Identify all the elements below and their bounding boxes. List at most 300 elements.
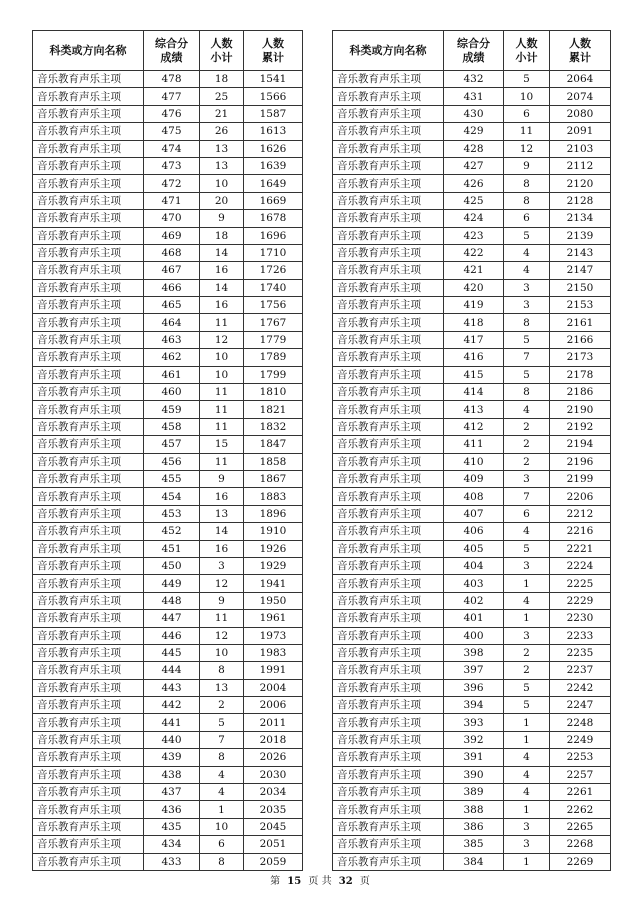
count-cell: 1 bbox=[504, 610, 550, 627]
count-cell: 1 bbox=[504, 801, 550, 818]
count-cell: 8 bbox=[200, 853, 244, 870]
count-cell: 11 bbox=[200, 418, 244, 435]
cumulative-cell: 2112 bbox=[550, 157, 611, 174]
category-cell: 音乐教育声乐主项 bbox=[33, 540, 144, 557]
category-cell: 音乐教育声乐主项 bbox=[33, 88, 144, 105]
score-cell: 417 bbox=[444, 331, 504, 348]
cumulative-cell: 1613 bbox=[244, 123, 303, 140]
table-row bbox=[333, 784, 611, 801]
category-cell: 音乐教育声乐主项 bbox=[33, 766, 144, 783]
cumulative-cell: 1926 bbox=[244, 540, 303, 557]
score-cell: 416 bbox=[444, 349, 504, 366]
cumulative-cell: 2103 bbox=[550, 140, 611, 157]
score-tables bbox=[32, 30, 612, 868]
category-cell: 音乐教育声乐主项 bbox=[333, 436, 444, 453]
cumulative-cell: 2161 bbox=[550, 314, 611, 331]
table-row bbox=[33, 679, 303, 696]
count-cell: 10 bbox=[200, 644, 244, 661]
count-cell: 25 bbox=[200, 88, 244, 105]
cumulative-cell: 1896 bbox=[244, 505, 303, 522]
score-cell: 427 bbox=[444, 157, 504, 174]
table-row bbox=[333, 105, 611, 122]
table-row bbox=[333, 766, 611, 783]
category-cell: 音乐教育声乐主项 bbox=[333, 662, 444, 679]
score-cell: 447 bbox=[144, 610, 200, 627]
category-cell: 音乐教育声乐主项 bbox=[333, 175, 444, 192]
table-row bbox=[333, 488, 611, 505]
category-cell: 音乐教育声乐主项 bbox=[333, 157, 444, 174]
table-row bbox=[333, 801, 611, 818]
category-cell: 音乐教育声乐主项 bbox=[333, 105, 444, 122]
category-cell: 音乐教育声乐主项 bbox=[33, 644, 144, 661]
score-cell: 406 bbox=[444, 523, 504, 540]
table-row bbox=[33, 105, 303, 122]
table-row bbox=[333, 384, 611, 401]
score-cell: 396 bbox=[444, 679, 504, 696]
count-cell: 26 bbox=[200, 123, 244, 140]
count-cell: 10 bbox=[200, 175, 244, 192]
score-cell: 432 bbox=[444, 71, 504, 88]
table-row bbox=[33, 557, 303, 574]
category-cell: 音乐教育声乐主项 bbox=[33, 853, 144, 870]
category-cell: 音乐教育声乐主项 bbox=[333, 88, 444, 105]
table-row bbox=[333, 470, 611, 487]
cumulative-cell: 2269 bbox=[550, 853, 611, 870]
table-row bbox=[333, 714, 611, 731]
count-cell: 10 bbox=[200, 818, 244, 835]
category-cell: 音乐教育声乐主项 bbox=[333, 244, 444, 261]
score-cell: 404 bbox=[444, 557, 504, 574]
cumulative-cell: 2237 bbox=[550, 662, 611, 679]
category-cell: 音乐教育声乐主项 bbox=[33, 714, 144, 731]
table-row bbox=[33, 244, 303, 261]
table-row bbox=[333, 314, 611, 331]
table-row bbox=[33, 731, 303, 748]
count-cell: 5 bbox=[504, 679, 550, 696]
table-row bbox=[33, 662, 303, 679]
table-row bbox=[333, 505, 611, 522]
score-cell: 421 bbox=[444, 262, 504, 279]
count-cell: 21 bbox=[200, 105, 244, 122]
cumulative-cell: 1983 bbox=[244, 644, 303, 661]
count-cell: 18 bbox=[200, 227, 244, 244]
category-cell: 音乐教育声乐主项 bbox=[33, 157, 144, 174]
table-row bbox=[333, 192, 611, 209]
cumulative-cell: 2248 bbox=[550, 714, 611, 731]
count-cell: 1 bbox=[200, 801, 244, 818]
header-name: 科类或方向名称 bbox=[333, 31, 444, 71]
table-row bbox=[33, 401, 303, 418]
table-row bbox=[333, 731, 611, 748]
count-cell: 12 bbox=[504, 140, 550, 157]
table-row bbox=[33, 818, 303, 835]
cumulative-cell: 2235 bbox=[550, 644, 611, 661]
header-count: 人数 小计 bbox=[504, 31, 550, 71]
table-row bbox=[33, 592, 303, 609]
score-cell: 411 bbox=[444, 436, 504, 453]
table-row bbox=[33, 192, 303, 209]
count-cell: 4 bbox=[200, 766, 244, 783]
count-cell: 4 bbox=[504, 766, 550, 783]
category-cell: 音乐教育声乐主项 bbox=[333, 714, 444, 731]
table-row bbox=[333, 662, 611, 679]
score-cell: 448 bbox=[144, 592, 200, 609]
count-cell: 6 bbox=[200, 836, 244, 853]
count-cell: 1 bbox=[504, 575, 550, 592]
table-row bbox=[333, 523, 611, 540]
score-cell: 468 bbox=[144, 244, 200, 261]
count-cell: 5 bbox=[200, 714, 244, 731]
count-cell: 12 bbox=[200, 331, 244, 348]
cumulative-cell: 2268 bbox=[550, 836, 611, 853]
score-cell: 418 bbox=[444, 314, 504, 331]
cumulative-cell: 1726 bbox=[244, 262, 303, 279]
count-cell: 3 bbox=[504, 297, 550, 314]
score-cell: 405 bbox=[444, 540, 504, 557]
cumulative-cell: 2120 bbox=[550, 175, 611, 192]
category-cell: 音乐教育声乐主项 bbox=[333, 453, 444, 470]
category-cell: 音乐教育声乐主项 bbox=[333, 627, 444, 644]
cumulative-cell: 1740 bbox=[244, 279, 303, 296]
score-cell: 408 bbox=[444, 488, 504, 505]
score-cell: 415 bbox=[444, 366, 504, 383]
table-row bbox=[33, 175, 303, 192]
score-cell: 434 bbox=[144, 836, 200, 853]
footer-mid: 页 共 bbox=[308, 876, 332, 887]
score-cell: 458 bbox=[144, 418, 200, 435]
count-cell: 12 bbox=[200, 627, 244, 644]
count-cell: 2 bbox=[504, 436, 550, 453]
score-cell: 465 bbox=[144, 297, 200, 314]
table-row bbox=[333, 436, 611, 453]
header-name: 科类或方向名称 bbox=[33, 31, 144, 71]
table-row bbox=[333, 331, 611, 348]
count-cell: 9 bbox=[200, 210, 244, 227]
count-cell: 8 bbox=[504, 192, 550, 209]
table-row bbox=[33, 123, 303, 140]
table-row bbox=[333, 123, 611, 140]
count-cell: 2 bbox=[200, 697, 244, 714]
header-cumulative: 人数 累计 bbox=[244, 31, 303, 71]
score-cell: 462 bbox=[144, 349, 200, 366]
category-cell: 音乐教育声乐主项 bbox=[333, 523, 444, 540]
count-cell: 9 bbox=[200, 592, 244, 609]
score-cell: 435 bbox=[144, 818, 200, 835]
category-cell: 音乐教育声乐主项 bbox=[33, 436, 144, 453]
cumulative-cell: 2192 bbox=[550, 418, 611, 435]
table-row bbox=[33, 210, 303, 227]
header-row bbox=[333, 31, 611, 71]
category-cell: 音乐教育声乐主项 bbox=[333, 749, 444, 766]
score-cell: 455 bbox=[144, 470, 200, 487]
table-row bbox=[33, 453, 303, 470]
table-row bbox=[33, 784, 303, 801]
table-row bbox=[333, 540, 611, 557]
count-cell: 4 bbox=[504, 262, 550, 279]
cumulative-cell: 2064 bbox=[550, 71, 611, 88]
count-cell: 14 bbox=[200, 523, 244, 540]
count-cell: 6 bbox=[504, 505, 550, 522]
table-row bbox=[33, 140, 303, 157]
count-cell: 1 bbox=[504, 853, 550, 870]
category-cell: 音乐教育声乐主项 bbox=[33, 488, 144, 505]
score-cell: 386 bbox=[444, 818, 504, 835]
count-cell: 2 bbox=[504, 662, 550, 679]
score-cell: 412 bbox=[444, 418, 504, 435]
table-row bbox=[33, 766, 303, 783]
score-cell: 425 bbox=[444, 192, 504, 209]
score-cell: 444 bbox=[144, 662, 200, 679]
cumulative-cell: 1810 bbox=[244, 384, 303, 401]
score-cell: 450 bbox=[144, 557, 200, 574]
cumulative-cell: 2196 bbox=[550, 453, 611, 470]
cumulative-cell: 2045 bbox=[244, 818, 303, 835]
category-cell: 音乐教育声乐主项 bbox=[33, 140, 144, 157]
cumulative-cell: 1929 bbox=[244, 557, 303, 574]
count-cell: 4 bbox=[504, 244, 550, 261]
score-cell: 478 bbox=[144, 71, 200, 88]
count-cell: 15 bbox=[200, 436, 244, 453]
cumulative-cell: 2128 bbox=[550, 192, 611, 209]
score-cell: 437 bbox=[144, 784, 200, 801]
count-cell: 18 bbox=[200, 71, 244, 88]
table-row bbox=[33, 331, 303, 348]
table-row bbox=[333, 140, 611, 157]
count-cell: 11 bbox=[200, 453, 244, 470]
score-cell: 454 bbox=[144, 488, 200, 505]
score-cell: 456 bbox=[144, 453, 200, 470]
table-row bbox=[33, 88, 303, 105]
table-row bbox=[33, 71, 303, 88]
score-cell: 445 bbox=[144, 644, 200, 661]
footer-total-pages: 32 bbox=[338, 876, 353, 887]
category-cell: 音乐教育声乐主项 bbox=[33, 731, 144, 748]
score-cell: 466 bbox=[144, 279, 200, 296]
table-row bbox=[333, 227, 611, 244]
category-cell: 音乐教育声乐主项 bbox=[33, 749, 144, 766]
category-cell: 音乐教育声乐主项 bbox=[333, 418, 444, 435]
count-cell: 4 bbox=[504, 749, 550, 766]
table-row bbox=[33, 853, 303, 870]
cumulative-cell: 1847 bbox=[244, 436, 303, 453]
cumulative-cell: 1883 bbox=[244, 488, 303, 505]
score-cell: 467 bbox=[144, 262, 200, 279]
table-row bbox=[333, 401, 611, 418]
score-cell: 400 bbox=[444, 627, 504, 644]
table-row bbox=[333, 210, 611, 227]
cumulative-cell: 1789 bbox=[244, 349, 303, 366]
cumulative-cell: 2230 bbox=[550, 610, 611, 627]
score-cell: 428 bbox=[444, 140, 504, 157]
category-cell: 音乐教育声乐主项 bbox=[333, 801, 444, 818]
category-cell: 音乐教育声乐主项 bbox=[333, 262, 444, 279]
category-cell: 音乐教育声乐主项 bbox=[333, 297, 444, 314]
cumulative-cell: 2224 bbox=[550, 557, 611, 574]
category-cell: 音乐教育声乐主项 bbox=[333, 540, 444, 557]
score-cell: 414 bbox=[444, 384, 504, 401]
cumulative-cell: 1941 bbox=[244, 575, 303, 592]
count-cell: 8 bbox=[200, 662, 244, 679]
cumulative-cell: 2242 bbox=[550, 679, 611, 696]
category-cell: 音乐教育声乐主项 bbox=[33, 331, 144, 348]
score-cell: 402 bbox=[444, 592, 504, 609]
table-row bbox=[33, 418, 303, 435]
count-cell: 2 bbox=[504, 418, 550, 435]
table-row bbox=[33, 749, 303, 766]
category-cell: 音乐教育声乐主项 bbox=[33, 262, 144, 279]
cumulative-cell: 2074 bbox=[550, 88, 611, 105]
header-row bbox=[33, 31, 303, 71]
count-cell: 13 bbox=[200, 679, 244, 696]
score-cell: 392 bbox=[444, 731, 504, 748]
table-row bbox=[333, 279, 611, 296]
category-cell: 音乐教育声乐主项 bbox=[33, 453, 144, 470]
score-cell: 389 bbox=[444, 784, 504, 801]
count-cell: 4 bbox=[504, 592, 550, 609]
category-cell: 音乐教育声乐主项 bbox=[333, 679, 444, 696]
table-row bbox=[333, 836, 611, 853]
table-row bbox=[33, 627, 303, 644]
category-cell: 音乐教育声乐主项 bbox=[33, 227, 144, 244]
score-cell: 390 bbox=[444, 766, 504, 783]
count-cell: 8 bbox=[504, 314, 550, 331]
table-row bbox=[333, 644, 611, 661]
count-cell: 10 bbox=[200, 366, 244, 383]
count-cell: 13 bbox=[200, 157, 244, 174]
count-cell: 6 bbox=[504, 105, 550, 122]
score-cell: 397 bbox=[444, 662, 504, 679]
score-cell: 410 bbox=[444, 453, 504, 470]
category-cell: 音乐教育声乐主项 bbox=[33, 71, 144, 88]
score-cell: 423 bbox=[444, 227, 504, 244]
footer-suffix: 页 bbox=[359, 876, 370, 887]
table-row bbox=[33, 157, 303, 174]
count-cell: 3 bbox=[504, 818, 550, 835]
count-cell: 5 bbox=[504, 227, 550, 244]
category-cell: 音乐教育声乐主项 bbox=[33, 575, 144, 592]
cumulative-cell: 1991 bbox=[244, 662, 303, 679]
category-cell: 音乐教育声乐主项 bbox=[333, 71, 444, 88]
header-count: 人数 小计 bbox=[200, 31, 244, 71]
category-cell: 音乐教育声乐主项 bbox=[333, 853, 444, 870]
table-row bbox=[33, 470, 303, 487]
table-row bbox=[333, 88, 611, 105]
category-cell: 音乐教育声乐主项 bbox=[33, 210, 144, 227]
category-cell: 音乐教育声乐主项 bbox=[333, 279, 444, 296]
table-row bbox=[333, 244, 611, 261]
cumulative-cell: 2150 bbox=[550, 279, 611, 296]
cumulative-cell: 2018 bbox=[244, 731, 303, 748]
header-score: 综合分 成绩 bbox=[444, 31, 504, 71]
score-cell: 442 bbox=[144, 697, 200, 714]
score-cell: 453 bbox=[144, 505, 200, 522]
category-cell: 音乐教育声乐主项 bbox=[333, 314, 444, 331]
count-cell: 4 bbox=[504, 523, 550, 540]
cumulative-cell: 1767 bbox=[244, 314, 303, 331]
cumulative-cell: 1649 bbox=[244, 175, 303, 192]
category-cell: 音乐教育声乐主项 bbox=[33, 592, 144, 609]
cumulative-cell: 2004 bbox=[244, 679, 303, 696]
table-row bbox=[333, 679, 611, 696]
category-cell: 音乐教育声乐主项 bbox=[33, 818, 144, 835]
count-cell: 5 bbox=[504, 366, 550, 383]
table-row bbox=[33, 836, 303, 853]
count-cell: 11 bbox=[200, 401, 244, 418]
category-cell: 音乐教育声乐主项 bbox=[333, 505, 444, 522]
cumulative-cell: 2216 bbox=[550, 523, 611, 540]
score-cell: 470 bbox=[144, 210, 200, 227]
category-cell: 音乐教育声乐主项 bbox=[33, 627, 144, 644]
table-row bbox=[333, 366, 611, 383]
score-cell: 474 bbox=[144, 140, 200, 157]
table-row bbox=[33, 523, 303, 540]
table-row bbox=[33, 505, 303, 522]
count-cell: 11 bbox=[504, 123, 550, 140]
category-cell: 音乐教育声乐主项 bbox=[333, 592, 444, 609]
cumulative-cell: 2186 bbox=[550, 384, 611, 401]
score-cell: 393 bbox=[444, 714, 504, 731]
score-cell: 391 bbox=[444, 749, 504, 766]
count-cell: 16 bbox=[200, 262, 244, 279]
table-row bbox=[33, 279, 303, 296]
score-cell: 384 bbox=[444, 853, 504, 870]
cumulative-cell: 2080 bbox=[550, 105, 611, 122]
category-cell: 音乐教育声乐主项 bbox=[333, 349, 444, 366]
score-cell: 419 bbox=[444, 297, 504, 314]
table-row bbox=[333, 453, 611, 470]
table-row bbox=[33, 610, 303, 627]
score-table-left bbox=[32, 30, 303, 871]
table-row bbox=[333, 592, 611, 609]
cumulative-cell: 1566 bbox=[244, 88, 303, 105]
cumulative-cell: 1799 bbox=[244, 366, 303, 383]
count-cell: 3 bbox=[504, 470, 550, 487]
count-cell: 20 bbox=[200, 192, 244, 209]
score-cell: 476 bbox=[144, 105, 200, 122]
category-cell: 音乐教育声乐主项 bbox=[333, 123, 444, 140]
count-cell: 3 bbox=[504, 627, 550, 644]
score-cell: 443 bbox=[144, 679, 200, 696]
table-row bbox=[33, 540, 303, 557]
count-cell: 7 bbox=[200, 731, 244, 748]
score-cell: 469 bbox=[144, 227, 200, 244]
cumulative-cell: 1756 bbox=[244, 297, 303, 314]
table-row bbox=[333, 627, 611, 644]
score-cell: 388 bbox=[444, 801, 504, 818]
score-cell: 409 bbox=[444, 470, 504, 487]
table-row bbox=[333, 157, 611, 174]
category-cell: 音乐教育声乐主项 bbox=[33, 801, 144, 818]
cumulative-cell: 2134 bbox=[550, 210, 611, 227]
category-cell: 音乐教育声乐主项 bbox=[33, 401, 144, 418]
count-cell: 13 bbox=[200, 140, 244, 157]
count-cell: 4 bbox=[200, 784, 244, 801]
count-cell: 1 bbox=[504, 714, 550, 731]
table-row bbox=[333, 71, 611, 88]
table-row bbox=[333, 349, 611, 366]
table-row bbox=[33, 488, 303, 505]
category-cell: 音乐教育声乐主项 bbox=[333, 557, 444, 574]
table-row bbox=[33, 714, 303, 731]
count-cell: 5 bbox=[504, 331, 550, 348]
count-cell: 10 bbox=[200, 349, 244, 366]
category-cell: 音乐教育声乐主项 bbox=[33, 279, 144, 296]
cumulative-cell: 2051 bbox=[244, 836, 303, 853]
category-cell: 音乐教育声乐主项 bbox=[33, 697, 144, 714]
score-cell: 403 bbox=[444, 575, 504, 592]
cumulative-cell: 2030 bbox=[244, 766, 303, 783]
table-row bbox=[333, 749, 611, 766]
